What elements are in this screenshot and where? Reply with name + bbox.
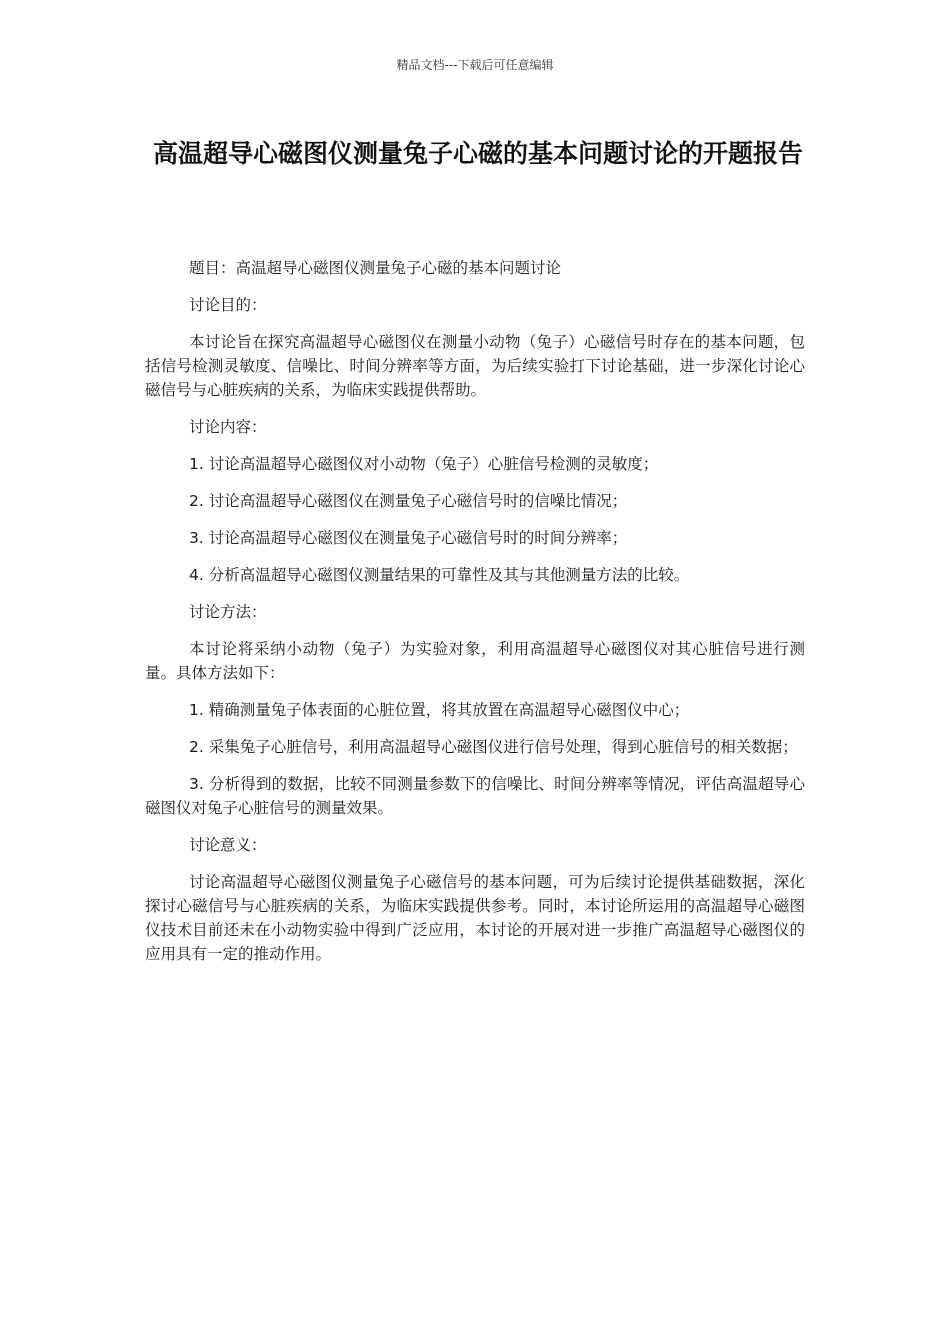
significance-paragraph: 讨论高温超导心磁图仪测量兔子心磁信号的基本问题，可为后续讨论提供基础数据，深化探讨心磁信号与心脏疾病的关系，为临床实践提供参考。同时，本讨论所运用的高温超导心磁图仪技术目前还未在小动物实验中得到广泛应用，本讨论的开展对进一步推广高温超导心磁图仪的应用具有一定的推动作用。 [145,873,805,963]
method-item: 2. 采集兔子心脏信号，利用高温超导心磁图仪进行信号处理，得到心脏信号的相关数据； [189,738,798,756]
method-item: 1. 精确测量兔子体表面的心脏位置，将其放置在高温超导心磁图仪中心； [189,701,690,719]
section-heading-content: 讨论内容： [189,418,267,436]
content-item: 3. 讨论高温超导心磁图仪在测量兔子心磁信号时的时间分辨率； [189,529,628,547]
topic-line: 题目：高温超导心磁图仪测量兔子心磁的基本问题讨论 [189,259,562,277]
content-item: 1. 讨论高温超导心磁图仪对小动物（兔子）心脏信号检测的灵敏度； [189,455,659,473]
content-item: 2. 讨论高温超导心磁图仪在测量兔子心磁信号时的信噪比情况； [189,492,628,510]
method-paragraph: 本讨论将采纳小动物（兔子）为实验对象，利用高温超导心磁图仪对其心脏信号进行测量。具体方法如下： [145,640,805,682]
document-title: 高温超导心磁图仪测量兔子心磁的基本问题讨论的开题报告 [152,139,803,168]
purpose-paragraph: 本讨论旨在探究高温超导心磁图仪在测量小动物（兔子）心磁信号时存在的基本问题，包括信号检测灵敏度、信噪比、时间分辨率等方面，为后续实验打下讨论基础，进一步深化讨论心磁信号与心脏疾病的关系，为临床实践提供帮助。 [145,333,805,399]
section-heading-significance: 讨论意义： [189,836,267,854]
content-item: 4. 分析高温超导心磁图仪测量结果的可靠性及其与其他测量方法的比较。 [189,566,690,584]
method-item: 3. 分析得到的数据，比较不同测量参数下的信噪比、时间分辨率等情况，评估高温超导心磁图仪对兔子心脏信号的测量效果。 [145,775,805,817]
header-note: 精品文档---下载后可任意编辑 [396,58,554,72]
document-body [145,256,805,979]
section-heading-method: 讨论方法： [189,603,267,621]
section-heading-purpose: 讨论目的： [189,296,267,314]
